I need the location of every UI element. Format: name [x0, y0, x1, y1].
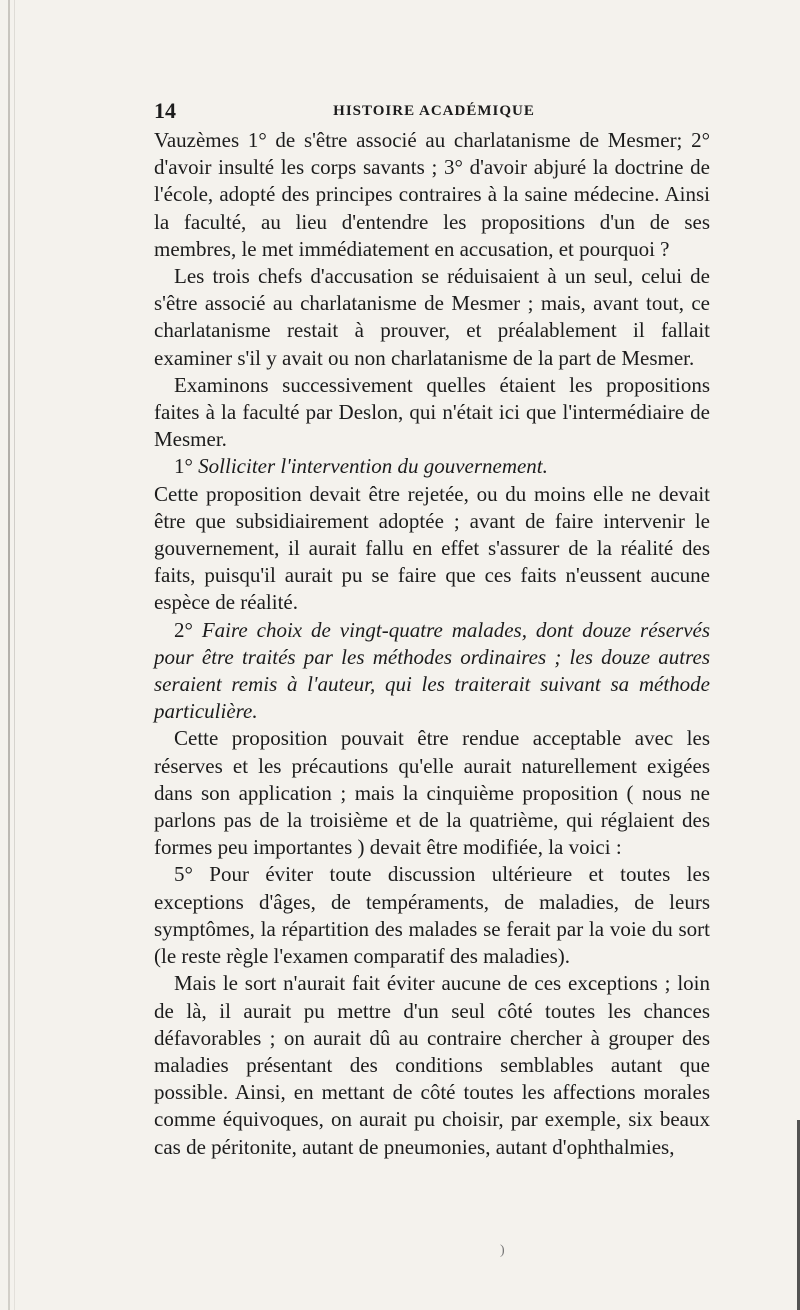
binding-edge-shadow — [14, 0, 15, 1310]
paragraph-3: Examinons successivement quelles étaient les propositions faites à la faculté par Deslon, qui n'était ici que l'intermédiaire de Mesmer. — [154, 372, 710, 452]
proposition-2-number: 2° — [174, 617, 202, 642]
paragraph-5: Cette proposition devait être rejetée, ou du moins elle ne devait être que subsidiairement adoptée ; avant de faire intervenir le gouvernement, il aurait fallu en effet s'assurer de la réalité des faits, puisqu'il aurait pu se faire que ces faits n'eussent aucune espèce de réalité. — [154, 481, 710, 615]
paragraph-7: Cette proposition pouvait être rendue acceptable avec les réserves et les précautions qu'elle aurait naturellement exigées dans son application ; mais la cinquième proposition ( nous ne parlons pas de la troisième et de la quatrième, qui réglaient des formes peu importantes ) devait être modifiée, la voici : — [154, 726, 710, 860]
running-title: HISTOIRE ACADÉMIQUE — [333, 103, 535, 119]
paragraph-9: Mais le sort n'aurait fait éviter aucune de ces exceptions ; loin de là, il aurait pu mettre d'un seul côté toutes les chances défavorables ; on aurait dû au contraire chercher à grouper des maladies présentant des conditions semblables autant que possible. Ainsi, en mettant de côté toutes les affections morales comme équivoques, on aurait pu choisir, par exemple, six beaux cas de péritonite, autant de pneumonies, autant d'ophthalmies, — [154, 971, 710, 1159]
paragraph-8: 5° Pour éviter toute discussion ultérieure et toutes les exceptions d'âges, de tempéraments, de maladies, de leurs symptômes, la répartition des malades se ferait par la voie du sort (le reste règle l'examen comparatif des maladies). — [154, 862, 710, 969]
page-header — [154, 98, 714, 126]
proposition-2-title: Faire choix de vingt-quatre malades, dont douze réservés pour être traités par les méthodes ordinaires ; les douze autres seraient remis à l'auteur, qui les traiterait suivant sa méthode particulière. — [154, 617, 711, 724]
paragraph-1: Vauzèmes 1° de s'être associé au charlatanisme de Mesmer; 2° d'avoir insulté les corps savants ; 3° d'avoir abjuré la doctrine de l'école, adopté des principes contraires à la saine médecine. Ainsi la faculté, au lieu d'entendre les propositions d'un de ses membres, le met immédiatement en accusation, et pourquoi ? — [154, 128, 710, 261]
proposition-1-title: Solliciter l'intervention du gouvernement. — [198, 454, 548, 479]
page-number: 14 — [154, 98, 176, 123]
paragraph-2: Les trois chefs d'accusation se réduisaient à un seul, celui de s'être associé au charlatanisme de Mesmer ; mais, avant tout, ce charlatanisme restait à prouver, et préalablement il fallait examiner s'il y avait ou non charlatanisme de la part de Mesmer. — [154, 264, 710, 370]
binding-edge — [8, 0, 10, 1310]
page-mark: ) — [500, 1243, 505, 1258]
proposition-1-number: 1° — [174, 454, 199, 479]
proposition-2 — [154, 617, 710, 726]
proposition-1 — [154, 453, 710, 480]
body-text — [154, 127, 710, 1161]
